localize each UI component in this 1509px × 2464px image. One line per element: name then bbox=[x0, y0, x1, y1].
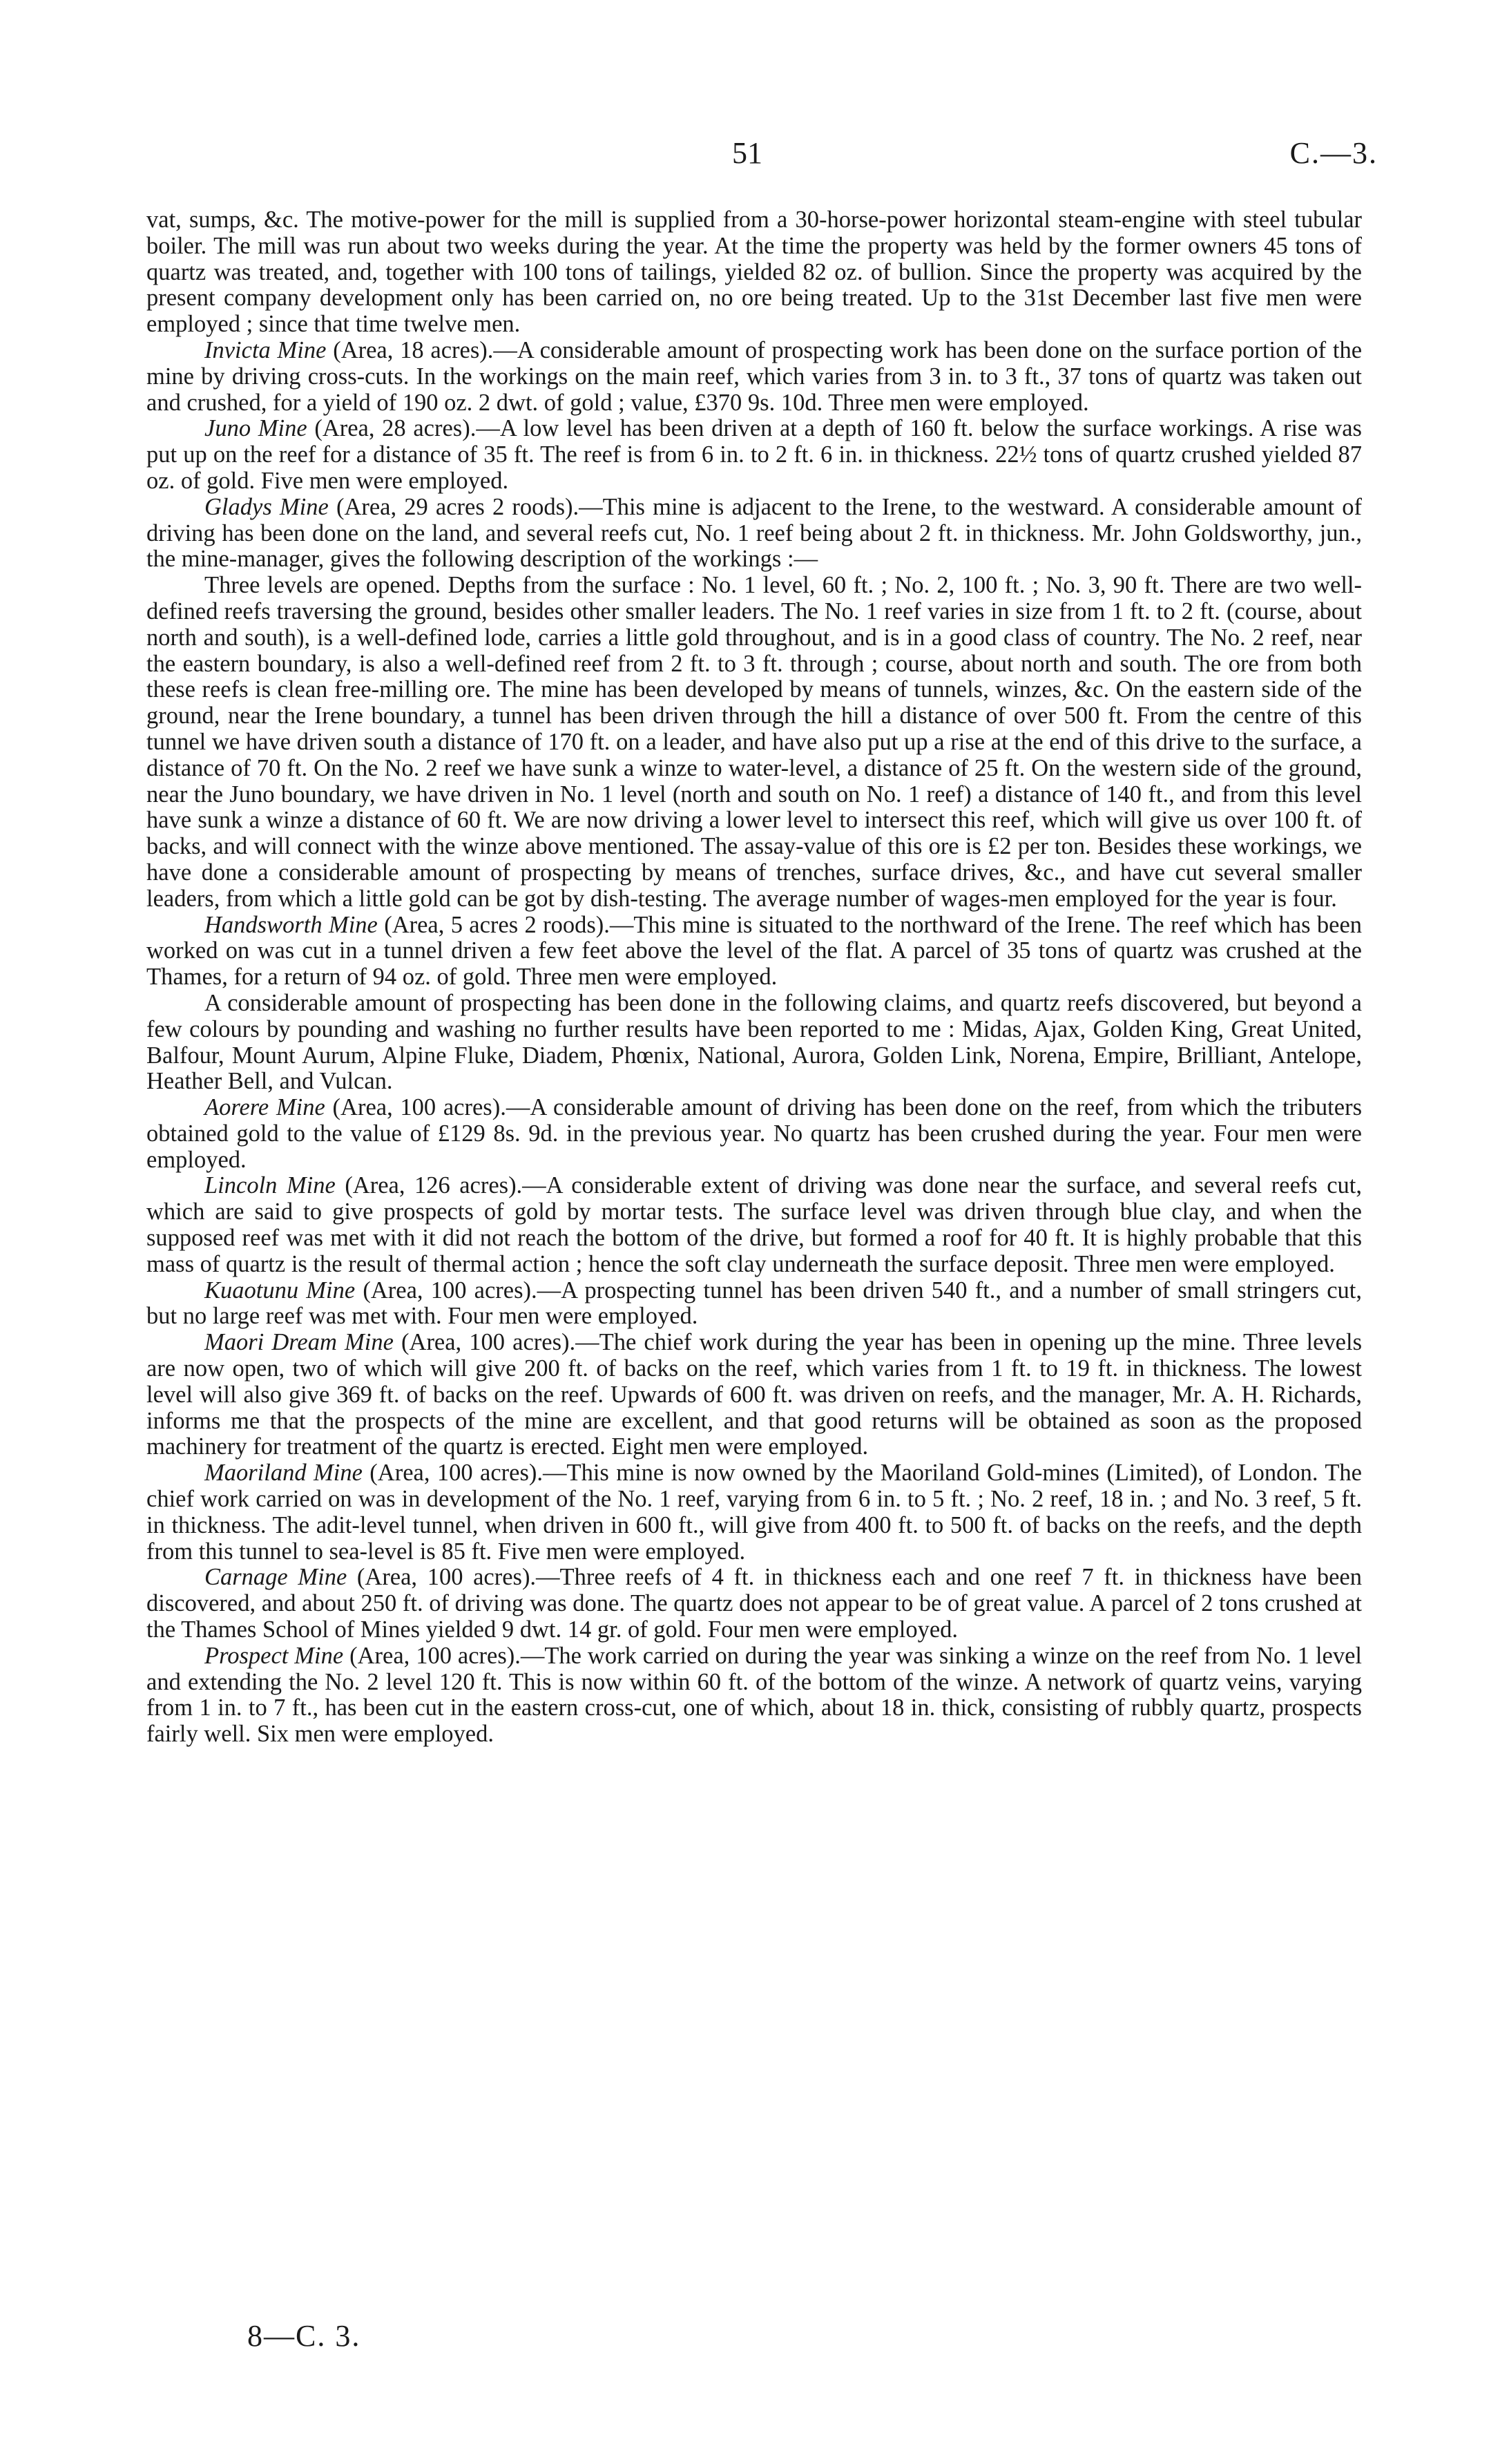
paragraph-kuaotunu-mine bbox=[146, 1278, 1362, 1330]
paragraph-prospecting-claims bbox=[146, 991, 1362, 1095]
mine-title: Prospect Mine bbox=[204, 1642, 344, 1669]
mine-title: Kuaotunu Mine bbox=[204, 1277, 356, 1303]
mine-title: Maoriland Mine bbox=[204, 1460, 363, 1487]
series-code: C.—3. bbox=[1289, 136, 1378, 170]
paragraph-text: (Area, 100 acres).—A considerable amount of driving has been done on the reef, from which the tributers obtained gold to the value of £129 8s. 9d. in the previous year. No quartz has been crushed during the year. Four men were employed. bbox=[146, 1094, 1362, 1173]
mine-title: Juno Mine bbox=[204, 415, 307, 442]
paragraph-continuation bbox=[146, 207, 1362, 338]
mine-title: Lincoln Mine bbox=[204, 1172, 336, 1199]
mine-title: Gladys Mine bbox=[204, 493, 329, 520]
mine-title: Carnage Mine bbox=[204, 1564, 347, 1591]
paragraph-lincoln-mine bbox=[146, 1173, 1362, 1277]
paragraph-text: A considerable amount of prospecting has been done in the following claims, and quartz reefs discovered, but beyond a few colours by pounding and washing no further results have been reported to me : Midas, Ajax, Golden King, Great United, Balfour, Mount Aurum, Alpine Fluke, Diadem, Phœnix, National, Aurora, Golden Link, Norena, Empire, Brilliant, Antelope, Heather Bell, and Vulcan. bbox=[146, 989, 1362, 1095]
paragraph-text: (Area, 100 acres).—This mine is now owned by the Maoriland Gold-mines (Limited), of London. The chief work carried on was in development of the No. 1 reef, varying from 6 in. to 5 ft. ; No. 2 reef, 18 in. ; and No. 3 reef, 5 ft. in thickness. The adit-level tunnel, when driven in 600 ft., will give from 400 ft. to 500 ft. of backs on the reefs, and the depth from this tunnel to sea-level is 85 ft. Five men were employed. bbox=[146, 1460, 1362, 1565]
paragraph-handsworth-mine bbox=[146, 913, 1362, 991]
report-body bbox=[146, 207, 1362, 1748]
paragraph-maori-dream-mine bbox=[146, 1330, 1362, 1460]
paragraph-juno-mine bbox=[146, 416, 1362, 494]
paragraph-text: (Area, 28 acres).—A low level has been driven at a depth of 160 ft. below the surface workings. A rise was put up on the reef for a distance of 35 ft. The reef is from 6 in. to 2 ft. 6 in. in thickness. 22½ tons of quartz crushed yielded 87 oz. of gold. Five men were employed. bbox=[146, 415, 1362, 494]
paragraph-text: (Area, 126 acres).—A considerable extent of driving was done near the surface, and several reefs cut, which are said to give prospects of gold by mortar tests. The surface level was driven through blue clay, and when the supposed reef was met with it did not reach the bottom of the drive, but formed a roof for 40 ft. It is highly probable that this mass of quartz is the result of thermal action ; hence the soft clay underneath the surface deposit. Three men were employed. bbox=[146, 1172, 1362, 1277]
mine-title: Handsworth Mine bbox=[204, 911, 378, 938]
page-header bbox=[0, 135, 1509, 177]
paragraph-text: (Area, 100 acres).—The work carried on during the year was sinking a winze on the reef from No. 1 level and extending the No. 2 level 120 ft. This is now within 60 ft. of the bottom of the winze. A network of quartz veins, varying from 1 in. to 7 ft., has been cut in the eastern cross-cut, one of which, about 18 in. thick, consisting of rubbly quartz, prospects fairly well. Six men were employed. bbox=[146, 1642, 1362, 1748]
page-signature: 8—C. 3. bbox=[247, 2319, 361, 2353]
paragraph-prospect-mine bbox=[146, 1643, 1362, 1748]
mine-title: Aorere Mine bbox=[204, 1094, 325, 1121]
paragraph-text: (Area, 5 acres 2 roods).—This mine is situated to the northward of the Irene. The reef which has been worked on was cut in a tunnel driven a few feet above the level of the flat. A parcel of 35 tons of quartz was crushed at the Thames, for a return of 94 oz. of gold. Three men were employed. bbox=[146, 911, 1363, 991]
paragraph-gladys-mine bbox=[146, 495, 1362, 573]
paragraph-text: Three levels are opened. Depths from the surface : No. 1 level, 60 ft. ; No. 2, 100 ft. ; No. 3, 90 ft. There are two well-defined reefs traversing the ground, besides other smaller leaders. The No. 1 reef varies in size from 1 ft. to 2 ft. (course, about north and south), is a well-defined lode, carries a little gold throughout, and is in a good class of country. The No. 2 reef, near the eastern boundary, is also a well-defined reef from 2 ft. to 3 ft. through ; course, about north and south. The ore from both these reefs is clean free-milling ore. The mine has been developed by means of tunnels, winzes, &c. On the eastern side of the ground, near the Irene boundary, a tunnel has been driven through the hill a distance of over 500 ft. From the centre of this tunnel we have driven south a distance of 170 ft. on a leader, and have also put up a rise at the end of this drive to the surface, a distance of 70 ft. On the No. 2 reef we have sunk a winze to water-level, a distance of 25 ft. On the western side of the ground, near the Juno boundary, we have driven in No. 1 level (north and south on No. 1 reef) a distance of 140 ft., and from this level have sunk a winze a distance of 60 ft. We are now driving a lower level to intersect this reef, which will give us over 100 ft. of backs, and will connect with the winze above mentioned. The assay-value of this ore is £2 per ton. Besides these workings, we have done a considerable amount of prospecting by means of trenches, surface drives, &c., and have cut several smaller leaders, from which a little gold can be got by dish-testing. The average number of wages-men employed for the year is four. bbox=[146, 572, 1362, 912]
paragraph-gladys-workings bbox=[146, 573, 1362, 912]
paragraph-invicta-mine bbox=[146, 338, 1362, 416]
paragraph-maoriland-mine bbox=[146, 1460, 1362, 1565]
paragraph-text: (Area, 18 acres).—A considerable amount of prospecting work has been done on the surface portion of the mine by driving cross-cuts. In the workings on the main reef, which varies from 3 in. to 3 ft., 37 tons of quartz was taken out and crushed, for a yield of 190 oz. 2 dwt. of gold ; value, £370 9s. 10d. Three men were employed. bbox=[146, 336, 1363, 416]
paragraph-text: vat, sumps, &c. The motive-power for the mill is supplied from a 30-horse-power horizontal steam-engine with steel tubular boiler. The mill was run about two weeks during the year. At the time the property was held by the former owners 45 tons of quartz was treated, and, together with 100 tons of tailings, yielded 82 oz. of bullion. Since the property was acquired by the present company development only has been carried on, no ore being treated. Up to the 31st December last five men were employed ; since that time twelve men. bbox=[146, 207, 1362, 338]
mine-title: Maori Dream Mine bbox=[204, 1329, 394, 1356]
paragraph-text: (Area, 100 acres).—The chief work during the year has been in opening up the mine. Three levels are now open, two of which will give 200 ft. of backs on the reef, which varies from 1 ft. to 19 ft. in thickness. The lowest level will also give 369 ft. of backs on the reef. Upwards of 600 ft. was driven on reefs, and the manager, Mr. A. H. Richards, informs me that the prospects of the mine are excellent, and that good returns will be obtained as soon as the proposed machinery for treatment of the quartz is erected. Eight men were employed. bbox=[146, 1329, 1362, 1460]
mine-title: Invicta Mine bbox=[204, 336, 327, 363]
paragraph-text: (Area, 100 acres).—A prospecting tunnel has been driven 540 ft., and a number of small stringers cut, but no large reef was met with. Four men were employed. bbox=[146, 1277, 1362, 1330]
paragraph-text: (Area, 29 acres 2 roods).—This mine is adjacent to the Irene, to the westward. A considerable amount of driving has been done on the land, and several reefs cut, No. 1 reef being about 2 ft. in thickness. Mr. John Goldsworthy, jun., the mine-manager, gives the following description of the workings :— bbox=[146, 493, 1362, 573]
paragraph-text: (Area, 100 acres).—Three reefs of 4 ft. in thickness each and one reef 7 ft. in thickness have been discovered, and about 250 ft. of driving was done. The quartz does not appear to be of great value. A parcel of 2 tons crushed at the Thames School of Mines yielded 9 dwt. 14 gr. of gold. Four men were employed. bbox=[146, 1564, 1362, 1643]
page-number: 51 bbox=[732, 136, 762, 170]
paragraph-aorere-mine bbox=[146, 1095, 1362, 1173]
paragraph-carnage-mine bbox=[146, 1565, 1362, 1643]
